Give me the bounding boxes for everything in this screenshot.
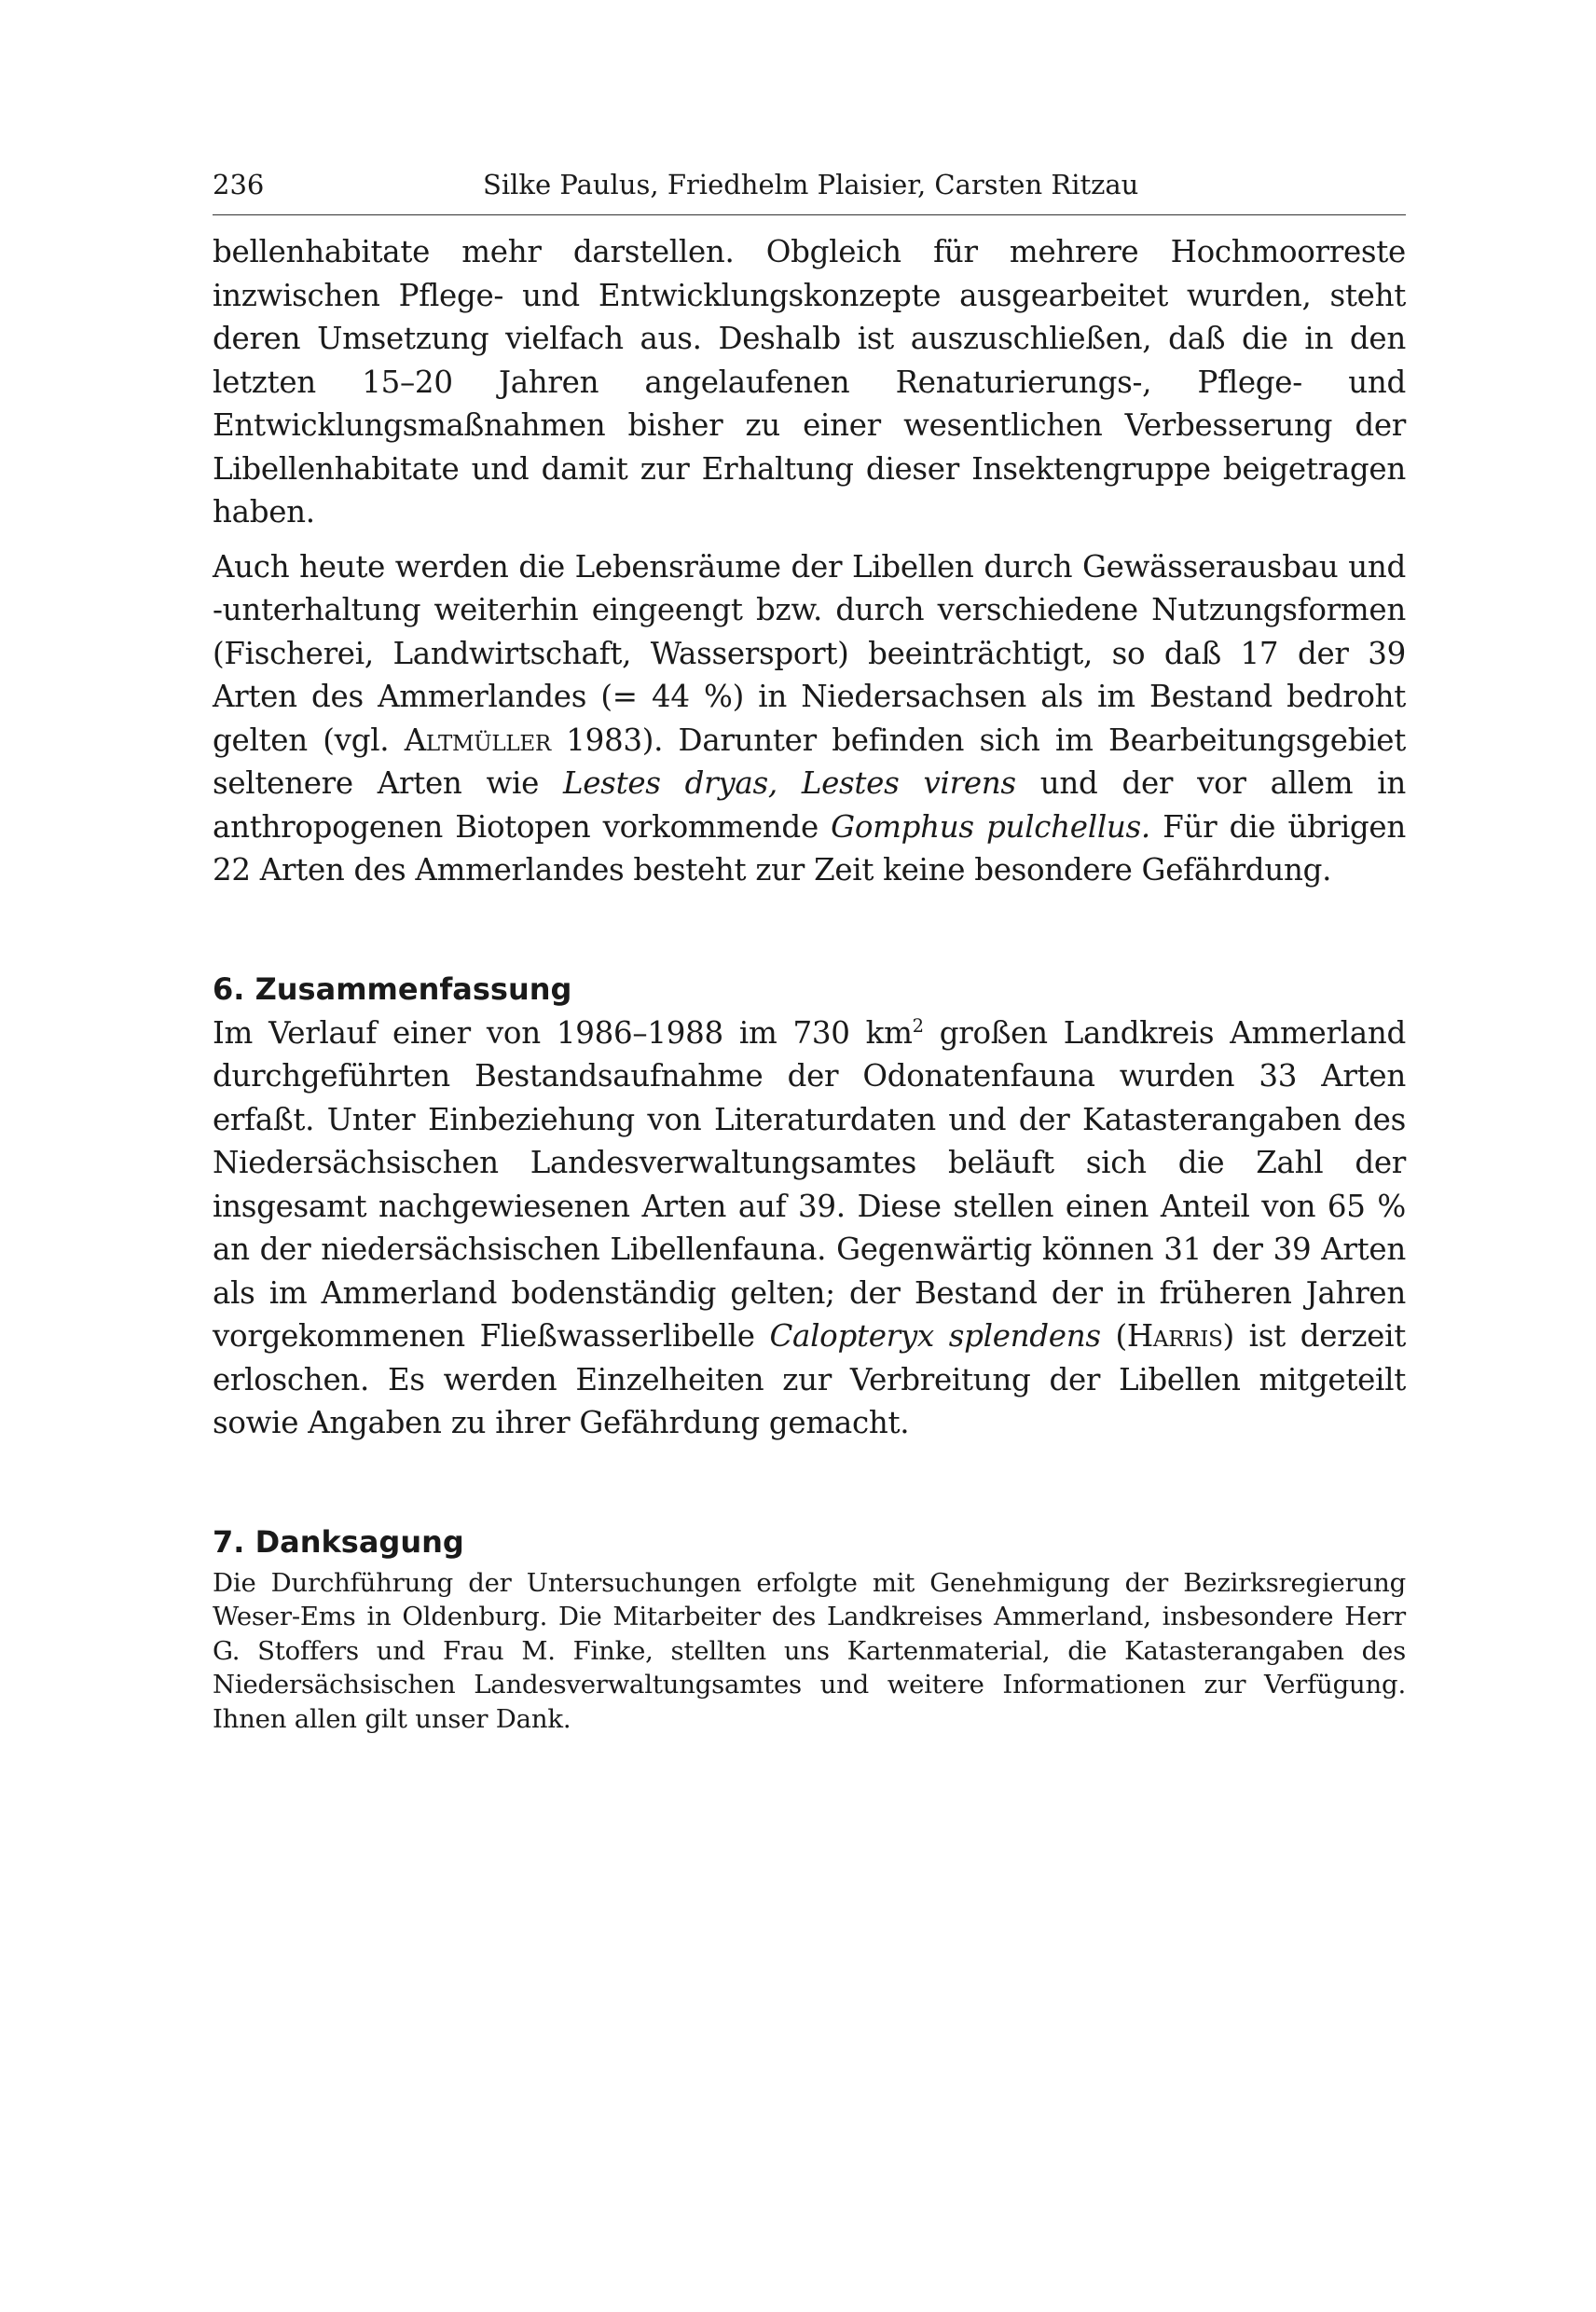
text-segment: ) ist derzeit erloschen. Es werden Einzelheiten zur Verbreitung der Libellen mitgeteilt sowie Angaben zu ihrer Gefährdung gemacht. <box>213 1318 1406 1440</box>
text-segment: ( <box>1100 1318 1127 1354</box>
text-segment: 1983). Darunter befinden sich im Bearbeitungsgebiet seltenere Arten wie <box>213 722 1406 801</box>
section-heading-summary: 6. Zusammenfassung <box>213 970 572 1007</box>
text-segment: großen Landkreis Ammerland durchgeführten Bestandsaufnahme der Odonatenfauna wurden 33 Arten erfaßt. Unter Einbeziehung von Literaturdaten und der Katasterangaben des Niedersächsischen Landesverwaltungsamtes beläuft sich die Zahl der insgesamt nachgewiesenen Arten auf 39. Diese stellen einen Anteil von 65 % an der niedersächsischen Libellenfauna. Gegenwärtig können 31 der 39 Arten als im Ammerland bodenständig gelten; der Bestand der in früheren Jahren vorgekommenen Fließwasserlibelle <box>213 1014 1406 1354</box>
text-segment: Auch heute werden die Lebensräume der Libellen durch Gewässerausbau und -unterhaltung weiterhin eingeengt bzw. durch verschiedene Nutzungsformen (Fischerei, Landwirtschaft, Wassersport) beeinträchtigt, so daß 17 der 39 Arten des Ammerlandes (= 44 %) in Niedersachsen als im Bestand bedroht gelten (vgl. <box>213 548 1406 758</box>
paragraph-continued: bellenhabitate mehr darstellen. Obgleich für mehrere Hochmoorreste inzwischen Pflege- und Entwicklungskonzepte ausgearbeitet wurden, steht deren Umsetzung vielfach aus. Deshalb ist auszuschließen, daß die in den letzten 15–20 Jahren angelaufenen Renaturierungs-, Pflege- und Entwicklungsmaßnahmen bisher zu einer wesentlichen Verbesserung der Libellenhabitate und damit zur Erhaltung dieser Insektengruppe beigetragen haben. <box>213 234 1406 530</box>
citation-author: Altmüller <box>404 722 551 758</box>
text-segment: und der vor allem in anthropogenen Biotopen vorkommende <box>213 765 1406 845</box>
running-head-authors: Silke Paulus, Friedhelm Plaisier, Carsten Ritzau <box>483 169 1139 200</box>
text-segment <box>777 765 802 801</box>
superscript: 2 <box>912 1014 924 1037</box>
page-number: 236 <box>213 169 265 200</box>
species-name: Gomphus pulchellus. <box>831 808 1150 845</box>
paragraph-summary <box>213 1012 1406 1445</box>
text-segment: Im Verlauf einer von 1986–1988 im 730 km <box>213 1014 913 1051</box>
paragraph-acknowledgements: Die Durchführung der Untersuchungen erfolgte mit Genehmigung der Bezirksregierung Weser-Ems in Oldenburg. Die Mitarbeiter des Landkreises Ammerland, insbesondere Herr G. Stoffers und Frau M. Finke, stellten uns Kartenmaterial, die Katasterangaben des Niedersächsischen Landesverwaltungsamtes und weitere Informationen zur Verfügung. Ihnen allen gilt unser Dank. <box>213 1567 1406 1734</box>
species-name: Calopteryx splendens <box>769 1318 1101 1354</box>
species-name: Lestes virens <box>801 765 1016 801</box>
running-head <box>213 168 1406 215</box>
paragraph-threats <box>213 545 1406 892</box>
section-heading-acknowledgements: 7. Danksagung <box>213 1523 464 1560</box>
text-segment: Für die übrigen 22 Arten des Ammerlandes besteht zur Zeit keine besondere Gefährdung. <box>213 808 1406 888</box>
species-author: Harris <box>1126 1318 1223 1354</box>
page-content <box>213 168 1406 1736</box>
species-name: Lestes dryas, <box>562 765 777 801</box>
